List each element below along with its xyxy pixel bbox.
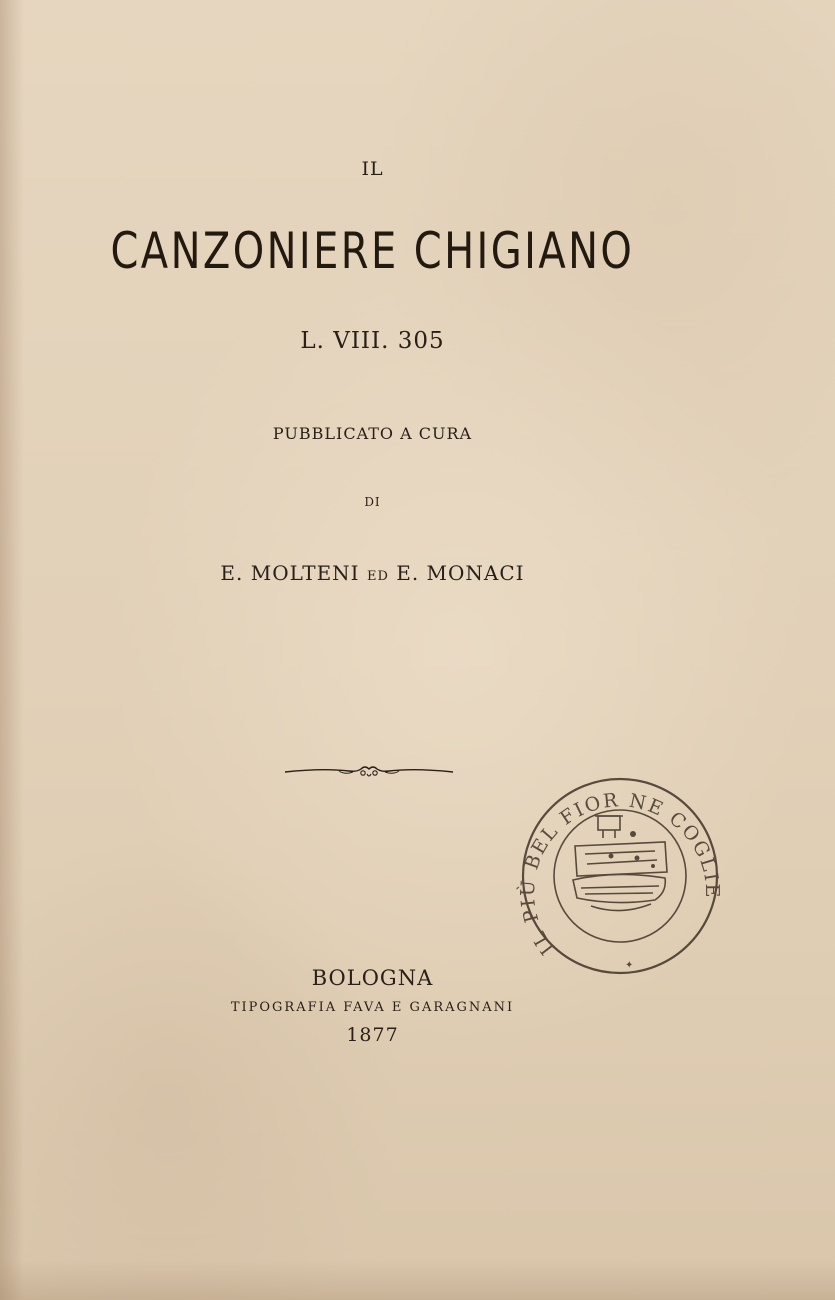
svg-text:✦: ✦ <box>625 960 634 971</box>
page-edge-shadow <box>0 0 24 1300</box>
editor-connector: ED <box>366 569 389 584</box>
svg-text:IL PIÙ BEL FIOR NE COGLIE: IL PIÙ BEL FIOR NE COGLIE <box>516 789 724 959</box>
page-bottom-shadow <box>0 1260 835 1300</box>
book-title: CANZONIERE CHIGIANO <box>110 222 635 280</box>
editor-2: E. MONACI <box>396 561 525 585</box>
title-article: IL <box>361 158 384 180</box>
imprint-year: 1877 <box>346 1024 399 1046</box>
manuscript-shelfmark: L. VIII. 305 <box>300 328 445 354</box>
by-line: DI <box>364 495 381 509</box>
ornament-divider-icon <box>283 761 455 781</box>
imprint-city: BOLOGNA <box>311 966 434 990</box>
editor-1: E. MOLTENI <box>220 561 360 585</box>
library-stamp-seal <box>515 776 725 976</box>
imprint-printer: TIPOGRAFIA FAVA E GARAGNANI <box>230 1000 515 1015</box>
editors-line <box>0 561 745 585</box>
published-by-line: PUBBLICATO A CURA <box>272 424 473 443</box>
